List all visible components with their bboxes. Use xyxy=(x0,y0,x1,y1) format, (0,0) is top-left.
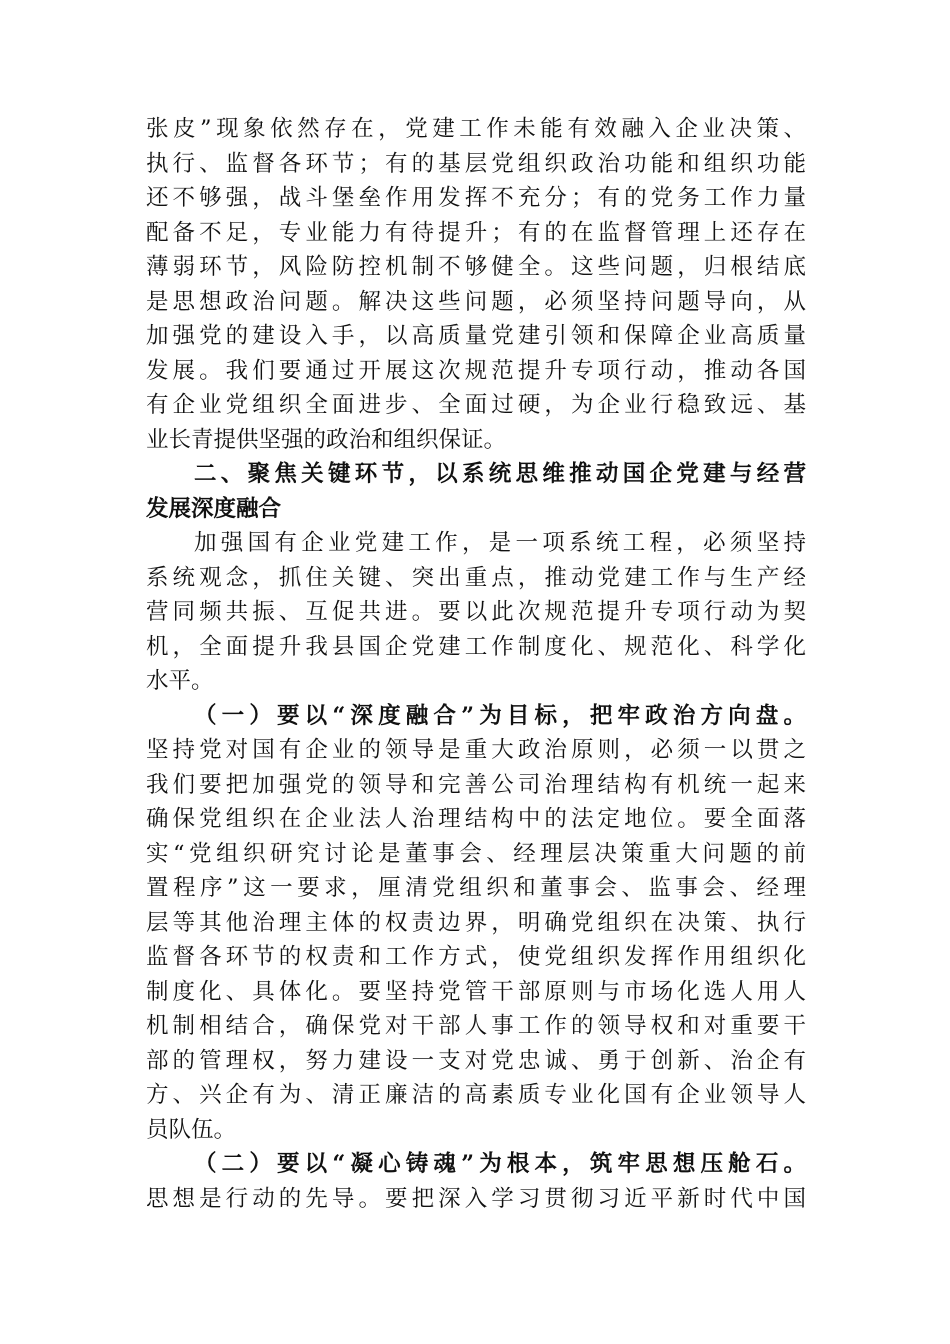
body-line: 是思想政治问题。解决这些问题，必须坚持问题导向，从 xyxy=(146,288,806,315)
body-line: 层等其他治理主体的权责边界，明确党组织在决策、执行 xyxy=(146,909,806,936)
subsection-heading: （二）要以“凝心铸魂”为根本，筑牢思想压舱石。 xyxy=(194,1151,806,1177)
body-line: 业长青提供坚强的政治和组织保证。 xyxy=(146,426,507,453)
body-line: 方、兴企有为、清正廉洁的高素质专业化国有企业领导人 xyxy=(146,1082,806,1108)
body-line: 配备不足，专业能力有待提升；有的在监督管理上还存在 xyxy=(146,219,806,246)
body-line: 水平。 xyxy=(146,668,214,694)
body-line: 确保党组织在企业法人治理结构中的法定地位。要全面落 xyxy=(146,806,806,832)
body-line: 坚持党对国有企业的领导是重大政治原则，必须一以贯之 xyxy=(146,737,806,763)
body-line: 有企业党组织全面进步、全面过硬，为企业行稳致远、基 xyxy=(146,392,806,418)
body-line: 机，全面提升我县国企党建工作制度化、规范化、科学化 xyxy=(146,633,806,660)
section-heading: 二、聚焦关键环节，以系统思维推动国企党建与经营 xyxy=(194,461,806,487)
subsection-heading: （一）要以“深度融合”为目标，把牢政治方向盘。 xyxy=(194,702,806,729)
body-line: 员队伍。 xyxy=(146,1116,237,1143)
body-line: 还不够强，战斗堡垒作用发挥不充分；有的党务工作力量 xyxy=(146,185,806,211)
body-line: 监督各环节的权责和工作方式，使党组织发挥作用组织化 xyxy=(146,944,806,970)
body-line: 加强党的建设入手，以高质量党建引领和保障企业高质量 xyxy=(146,323,806,349)
body-line: 营同频共振、互促共进。要以此次规范提升专项行动为契 xyxy=(146,599,806,625)
body-line: 实“党组织研究讨论是董事会、经理层决策重大问题的前 xyxy=(146,840,806,867)
body-line: 部的管理权，努力建设一支对党忠诚、勇于创新、治企有 xyxy=(146,1047,806,1074)
body-line: 加强国有企业党建工作，是一项系统工程，必须坚持 xyxy=(194,530,806,556)
body-line: 薄弱环节，风险防控机制不够健全。这些问题，归根结底 xyxy=(146,254,806,280)
document-page xyxy=(146,112,806,1216)
body-line: 发展。我们要通过开展这次规范提升专项行动，推动各国 xyxy=(146,357,806,384)
body-line: 系统观念，抓住关键、突出重点，推动党建工作与生产经 xyxy=(146,564,806,591)
body-line: 思想是行动的先导。要把深入学习贯彻习近平新时代中国 xyxy=(146,1185,806,1212)
body-line: 置程序”这一要求，厘清党组织和董事会、监事会、经理 xyxy=(146,875,806,901)
body-line: 制度化、具体化。要坚持党管干部原则与市场化选人用人 xyxy=(146,978,806,1005)
body-line: 张皮”现象依然存在，党建工作未能有效融入企业决策、 xyxy=(146,116,806,142)
body-line: 执行、监督各环节；有的基层党组织政治功能和组织功能 xyxy=(146,150,806,177)
section-heading: 发展深度融合 xyxy=(146,495,282,522)
body-line: 机制相结合，确保党对干部人事工作的领导权和对重要干 xyxy=(146,1013,806,1039)
body-line: 我们要把加强党的领导和完善公司治理结构有机统一起来 xyxy=(146,771,806,798)
